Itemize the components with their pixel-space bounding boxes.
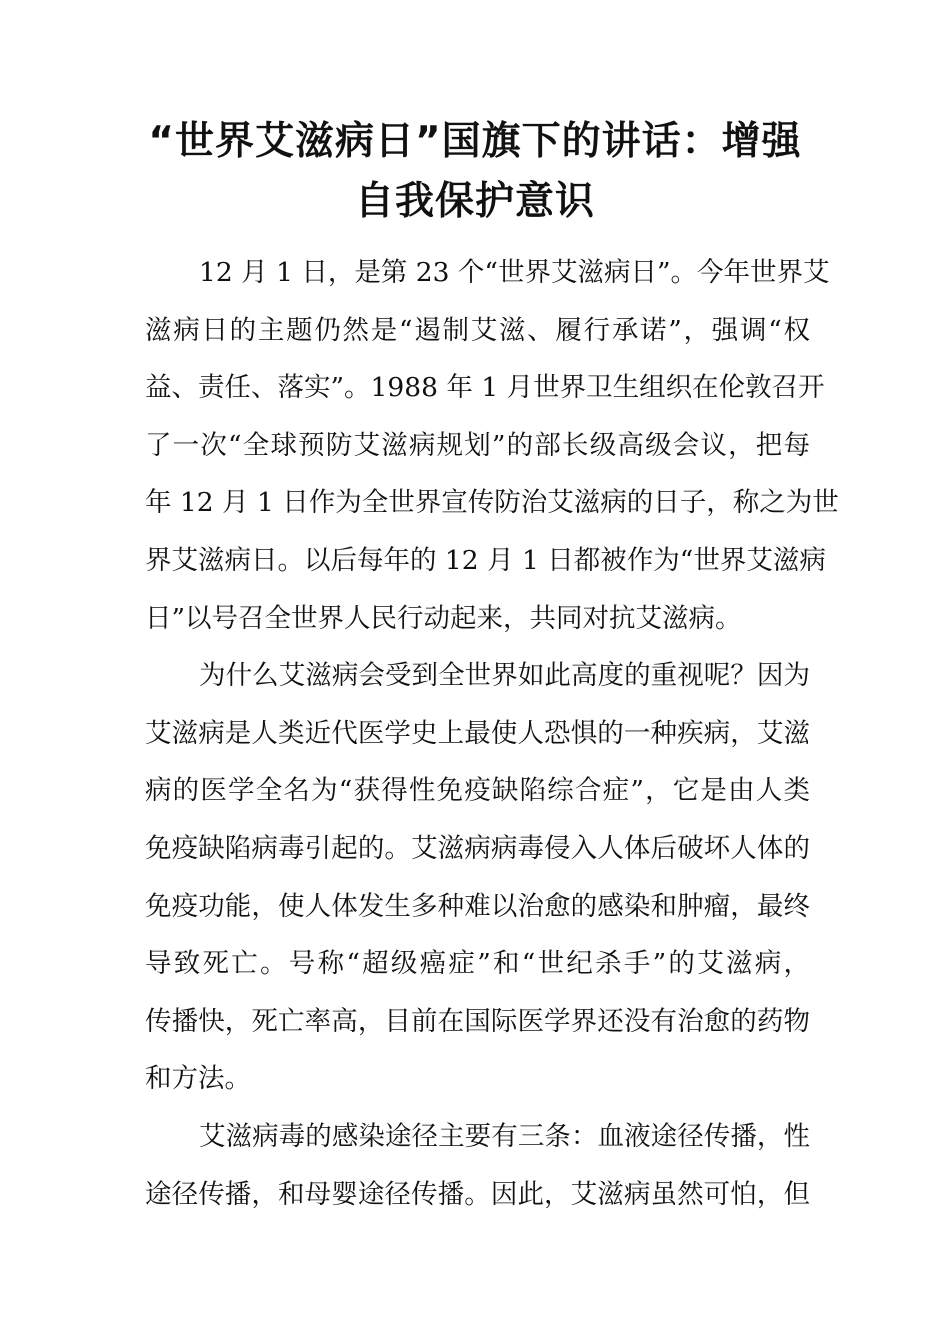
paragraph-line: 12 月 1 日，是第 23 个“世界艾滋病日”。今年世界艾 xyxy=(199,257,830,288)
document-body xyxy=(145,244,839,1223)
paragraph-line: 途径传播，和母婴途径传播。因此，艾滋病虽然可怕，但 xyxy=(145,1178,810,1210)
paragraph-line: 日”以号召全世界人民行动起来，共同对抗艾滋病。 xyxy=(145,602,742,634)
title-line: 自我保护意识 xyxy=(354,179,595,224)
paragraph-line: 界艾滋病日。以后每年的 12 月 1 日都被作为“世界艾滋病 xyxy=(145,544,826,576)
paragraph-line: 艾滋病是人类近代医学史上最使人恐惧的一种疾病，艾滋 xyxy=(145,717,810,749)
paragraph-line: 免疫功能，使人体发生多种难以治愈的感染和肿瘤，最终 xyxy=(145,890,810,922)
paragraph-line: 为什么艾滋病会受到全世界如此高度的重视呢？因为 xyxy=(199,660,810,692)
page-title xyxy=(130,112,820,232)
paragraph-line: 年 12 月 1 日作为全世界宣传防治艾滋病的日子，称之为世 xyxy=(145,487,839,519)
paragraph-line: 滋病日的主题仍然是“遏制艾滋、履行承诺”，强调“权 xyxy=(145,314,810,346)
paragraph-line: 免疫缺陷病毒引起的。艾滋病病毒侵入人体后破坏人体的 xyxy=(145,832,810,864)
paragraph-line: 了一次“全球预防艾滋病规划”的部长级高级会议，把每 xyxy=(145,429,810,461)
paragraph-line: 传播快，死亡率高，目前在国际医学界还没有治愈的药物 xyxy=(145,1005,810,1037)
paragraph-line: 导致死亡。号称“超级癌症”和“世纪杀手”的艾滋病， xyxy=(145,948,810,980)
paragraph-line: 艾滋病毒的感染途径主要有三条：血液途径传播，性 xyxy=(199,1120,810,1152)
paragraph-line: 益、责任、落实”。1988 年 1 月世界卫生组织在伦敦召开 xyxy=(145,372,825,404)
title-line: “世界艾滋病日”国旗下的讲话：增强 xyxy=(148,119,802,164)
paragraph-line: 和方法。 xyxy=(145,1063,251,1095)
paragraph-line: 病的医学全名为“获得性免疫缺陷综合症”，它是由人类 xyxy=(145,775,810,807)
